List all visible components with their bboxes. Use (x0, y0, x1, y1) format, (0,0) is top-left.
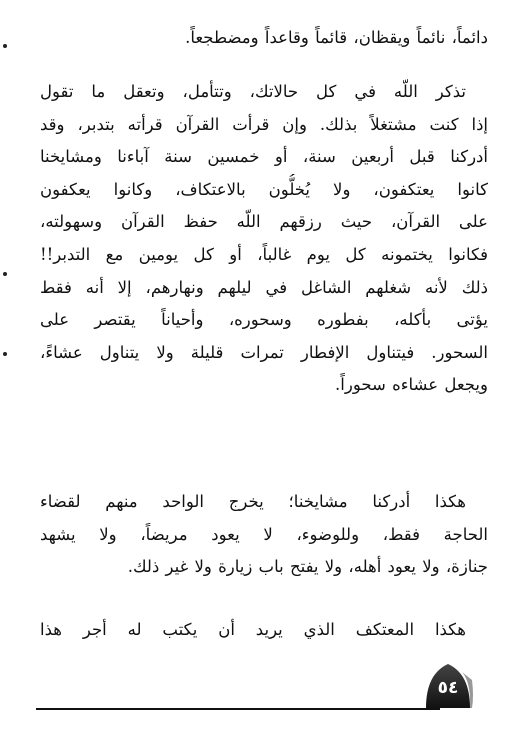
text-line: ويجعل عشاءه سحوراً. (335, 375, 488, 395)
text-line: جنازة، ولا يعود أهله، ولا يفتح باب زيارة ولا غير ذلك. (127, 557, 488, 577)
text-line: هكذا أدركنا مشايخنا؛ يخرج الواحد منهم لقضاء (40, 492, 466, 511)
text-line: يؤتى بأكله، بفطوره وسحوره، وأحياناً يقتصر على (40, 310, 488, 330)
text-line: دائماً، نائماً ويقظان، قائماً وقاعداً ومضطجعاً. (185, 28, 488, 47)
text-line: ذلك لأنه شغلهم الشاغل في ليلهم ونهارهم، إلا أنه فقط (40, 277, 488, 297)
paragraph-continuation (40, 22, 488, 55)
text-line: السحور. فيتناول الإفطار تمرات قليلة ولا يتناول عشاءً، (40, 342, 488, 362)
paragraph-reflection (40, 76, 488, 402)
margin-mark (3, 272, 7, 276)
text-line: فكانوا يختمونه كل يوم غالباً، أو كل يومين مع التدبر!! (40, 244, 488, 264)
text-line: تذكر اللّه في كل حالاتك، وتتأمل، وتعقل ما تقول (40, 82, 466, 101)
margin-mark (3, 352, 7, 356)
text-line: هكذا المعتكف الذي يريد أن يكتب له أجر هذا (40, 620, 466, 639)
text-line: الحاجة فقط، وللوضوء، لا يعود مريضاً، ولا يشهد (40, 524, 488, 544)
paragraph-elders (40, 486, 488, 584)
text-line: إذا كنت مشتغلاً بذلك. وإن قرأت القرآن قرأته بتدبر، وقد (40, 114, 488, 134)
text-line: على القرآن، حيث رزقهم اللّه حفظ القرآن وسهولته، (40, 212, 488, 232)
paragraph-muatakif (40, 614, 488, 647)
page-number: ٥٤ (437, 678, 459, 698)
margin-mark (3, 44, 7, 48)
footer-rule (36, 708, 440, 710)
text-line: كانوا يعتكفون، ولا يُخلُّون بالاعتكاف، وكانوا يعكفون (40, 179, 488, 199)
text-line: أدركنا قبل أربعين سنة، أو خمسين سنة آباءنا ومشايخنا (40, 147, 488, 167)
